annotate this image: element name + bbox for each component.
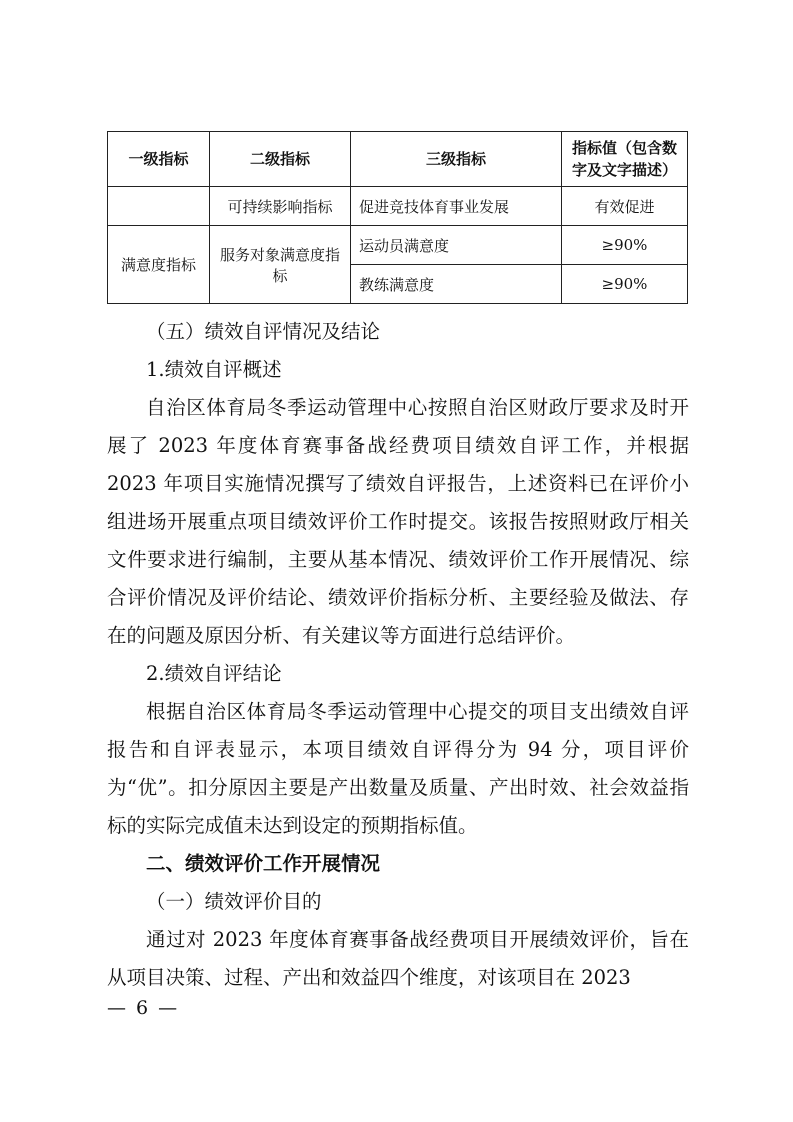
table-header-row bbox=[108, 132, 688, 187]
chapter-heading-2: 二、绩效评价工作开展情况 bbox=[146, 852, 381, 875]
cell-value: ≥90% bbox=[562, 265, 688, 304]
cell-level3: 运动员满意度 bbox=[351, 226, 562, 265]
header-level3: 三级指标 bbox=[351, 132, 562, 187]
cell-level3: 促进竞技体育事业发展 bbox=[351, 187, 562, 226]
cell-empty bbox=[108, 187, 210, 226]
cell-level1-merged: 满意度指标 bbox=[108, 226, 210, 304]
paragraph-conclusion: 根据自治区体育局冬季运动管理中心提交的项目支出绩效自评报告和自评表显示，本项目绩效自评得分为 94 分，项目评价为“优”。扣分原因主要是产出数量及质量、产出时效、社会效益指标的实际完成值未达到设定的预期指标值。 bbox=[107, 700, 689, 837]
paragraph-purpose: 通过对 2023 年度体育赛事备战经费项目开展绩效评价，旨在从项目决策、过程、产出和效益四个维度，对该项目在 2023 bbox=[107, 928, 689, 989]
header-level2: 二级指标 bbox=[210, 132, 351, 187]
subheading-purpose: （一）绩效评价目的 bbox=[146, 890, 322, 913]
section-heading-5: （五）绩效自评情况及结论 bbox=[146, 320, 381, 343]
cell-value: ≥90% bbox=[562, 226, 688, 265]
cell-level2: 可持续影响指标 bbox=[210, 187, 351, 226]
cell-value: 有效促进 bbox=[562, 187, 688, 226]
header-level1: 一级指标 bbox=[108, 132, 210, 187]
cell-level2-merged: 服务对象满意度指标 bbox=[210, 226, 351, 304]
table-row bbox=[108, 226, 688, 265]
indicator-table bbox=[107, 131, 688, 304]
cell-level3: 教练满意度 bbox=[351, 265, 562, 304]
subheading-conclusion: 2.绩效自评结论 bbox=[146, 662, 282, 685]
header-value: 指标值（包含数字及文字描述） bbox=[562, 132, 688, 187]
paragraph-overview: 自治区体育局冬季运动管理中心按照自治区财政厅要求及时开展了 2023 年度体育赛事备战经费项目绩效自评工作，并根据 2023 年项目实施情况撰写了绩效自评报告，上述资料已在评价小组进场开展重点项目绩效评价工作时提交。该报告按照财政厅相关文件要求进行编制，主要从基本情况、绩效评价工作开展情况、综合评价情况及评价结论、绩效评价指标分析、主要经验及做法、存在的问题及原因分析、有关建议等方面进行总结评价。 bbox=[107, 396, 689, 647]
page-number: — 6 — bbox=[107, 997, 180, 1019]
table-row bbox=[108, 187, 688, 226]
subheading-overview: 1.绩效自评概述 bbox=[146, 358, 282, 381]
